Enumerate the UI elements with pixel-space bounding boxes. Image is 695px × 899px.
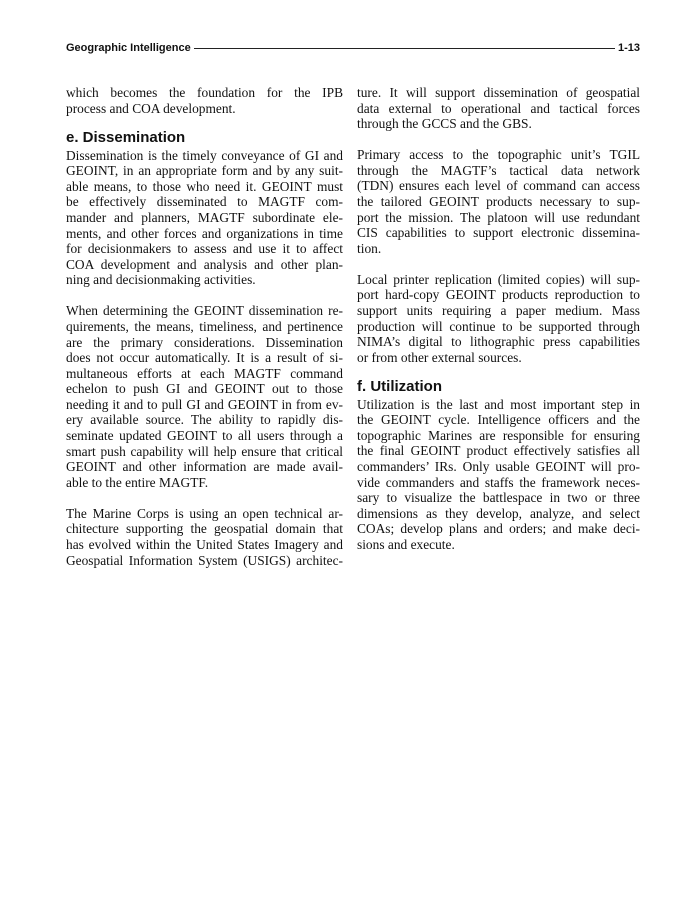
text-line: the tailored GEOINT products necessary to sup- [357, 193, 640, 209]
text-line: support units requiring a paper medium. Mass [357, 302, 640, 318]
text-line: process and COA development. [66, 100, 236, 116]
text-line: for decisionmakers to assess and use it to affect [66, 241, 343, 257]
text-line: the GEOINT cycle. Intelligence officers and the [357, 412, 640, 428]
text-line: dimensions as they develop, analyze, and select [357, 505, 640, 521]
text-line: port the mission. The platoon will use redundant [357, 209, 640, 225]
text-line: NIMA’s digital to lithographic press capabilities [357, 334, 640, 350]
paragraph [357, 85, 640, 132]
text-line: commanders’ IRs. Only usable GEOINT will pro- [357, 459, 640, 475]
paragraph [66, 506, 343, 568]
left-column [66, 85, 343, 584]
section-title: Geographic Intelligence [66, 42, 191, 54]
text-line: vide commanders and staffs the framework neces- [357, 474, 640, 490]
paragraph [66, 148, 343, 288]
text-line: able means, to those who need it. GEOINT must [66, 178, 343, 194]
text-line: ture. It will support dissemination of geospatial [357, 85, 640, 100]
text-line: data external to operational and tactical forces [357, 100, 640, 116]
text-line: tion. [357, 240, 382, 256]
paragraph [66, 85, 343, 116]
text-line: has evolved within the United States Imagery and [66, 537, 343, 553]
text-line: topographic Marines are responsible for ensuring [357, 427, 640, 443]
right-column [357, 85, 640, 568]
text-line: multaneous efforts at each MAGTF command [66, 365, 343, 381]
text-line: CIS capabilities to support electronic dissemina- [357, 225, 640, 241]
text-line: be effectively disseminated to MAGTF com- [66, 194, 343, 210]
text-line: needing it and to pull GI and GEOINT in from ev- [66, 396, 343, 412]
text-line: Dissemination is the timely conveyance of GI and [66, 147, 343, 163]
paragraph [357, 147, 640, 256]
text-line: production will continue to be supported through [357, 318, 640, 334]
page-number: 1-13 [617, 42, 640, 54]
text-line: does not occur automatically. It is a result of si- [66, 350, 343, 366]
section-heading: e. Dissemination [66, 128, 186, 146]
text-line: able to the entire MAGTF. [66, 474, 209, 490]
text-line: ments, and other forces and organizations in time [66, 225, 343, 241]
text-line: mander and planners, MAGTF subordinate ele- [66, 209, 343, 225]
text-line: the final GEOINT product effectively satisfies all [357, 443, 640, 459]
text-line: which becomes the foundation for the IPB [66, 85, 343, 100]
header-rule [194, 48, 615, 49]
paragraph [357, 397, 640, 553]
text-line: sions and execute. [357, 537, 455, 553]
running-header [66, 41, 640, 55]
text-line: or from other external sources. [357, 349, 522, 365]
text-line: Local printer replication (limited copies) will sup- [357, 271, 640, 287]
text-line: port hard-copy GEOINT products reproduction to [357, 287, 640, 303]
text-line: GEOINT, in an appropriate form and by any suit- [66, 163, 343, 179]
text-line: echelon to push GI and GEOINT out to those [66, 381, 343, 397]
text-line: Primary access to the topographic unit’s TGIL [357, 147, 640, 163]
text-line: When determining the GEOINT dissemination re- [66, 303, 343, 319]
text-line: chitecture supporting the geospatial domain that [66, 521, 343, 537]
section-heading: f. Utilization [357, 377, 442, 395]
text-line: are the primary considerations. Dissemination [66, 334, 343, 350]
text-line: through the GCCS and the GBS. [357, 116, 532, 132]
text-line: COAs; develop plans and orders; and make deci- [357, 521, 640, 537]
text-line: Utilization is the last and most important step in [357, 396, 640, 412]
text-line: (TDN) ensures each level of command can access [357, 178, 640, 194]
text-line: ery available source. The ability to rapidly dis- [66, 412, 343, 428]
text-line: Geospatial Information System (USIGS) architec- [66, 552, 343, 568]
text-line: smart push capability will help ensure that critical [66, 443, 343, 459]
text-line: The Marine Corps is using an open technical ar- [66, 505, 343, 521]
paragraph [66, 303, 343, 490]
text-line: COA development and analysis and other plan- [66, 256, 343, 272]
text-line: sary to visualize the battlespace in two or three [357, 490, 640, 506]
paragraph [357, 272, 640, 366]
text-line: quirements, the means, timeliness, and pertinence [66, 318, 343, 334]
text-line: GEOINT and other information are made avail- [66, 459, 343, 475]
text-line: seminate updated GEOINT to all users through a [66, 428, 343, 444]
text-line: ning and decisionmaking activities. [66, 272, 256, 288]
text-line: through the MAGTF’s tactical data network [357, 162, 640, 178]
